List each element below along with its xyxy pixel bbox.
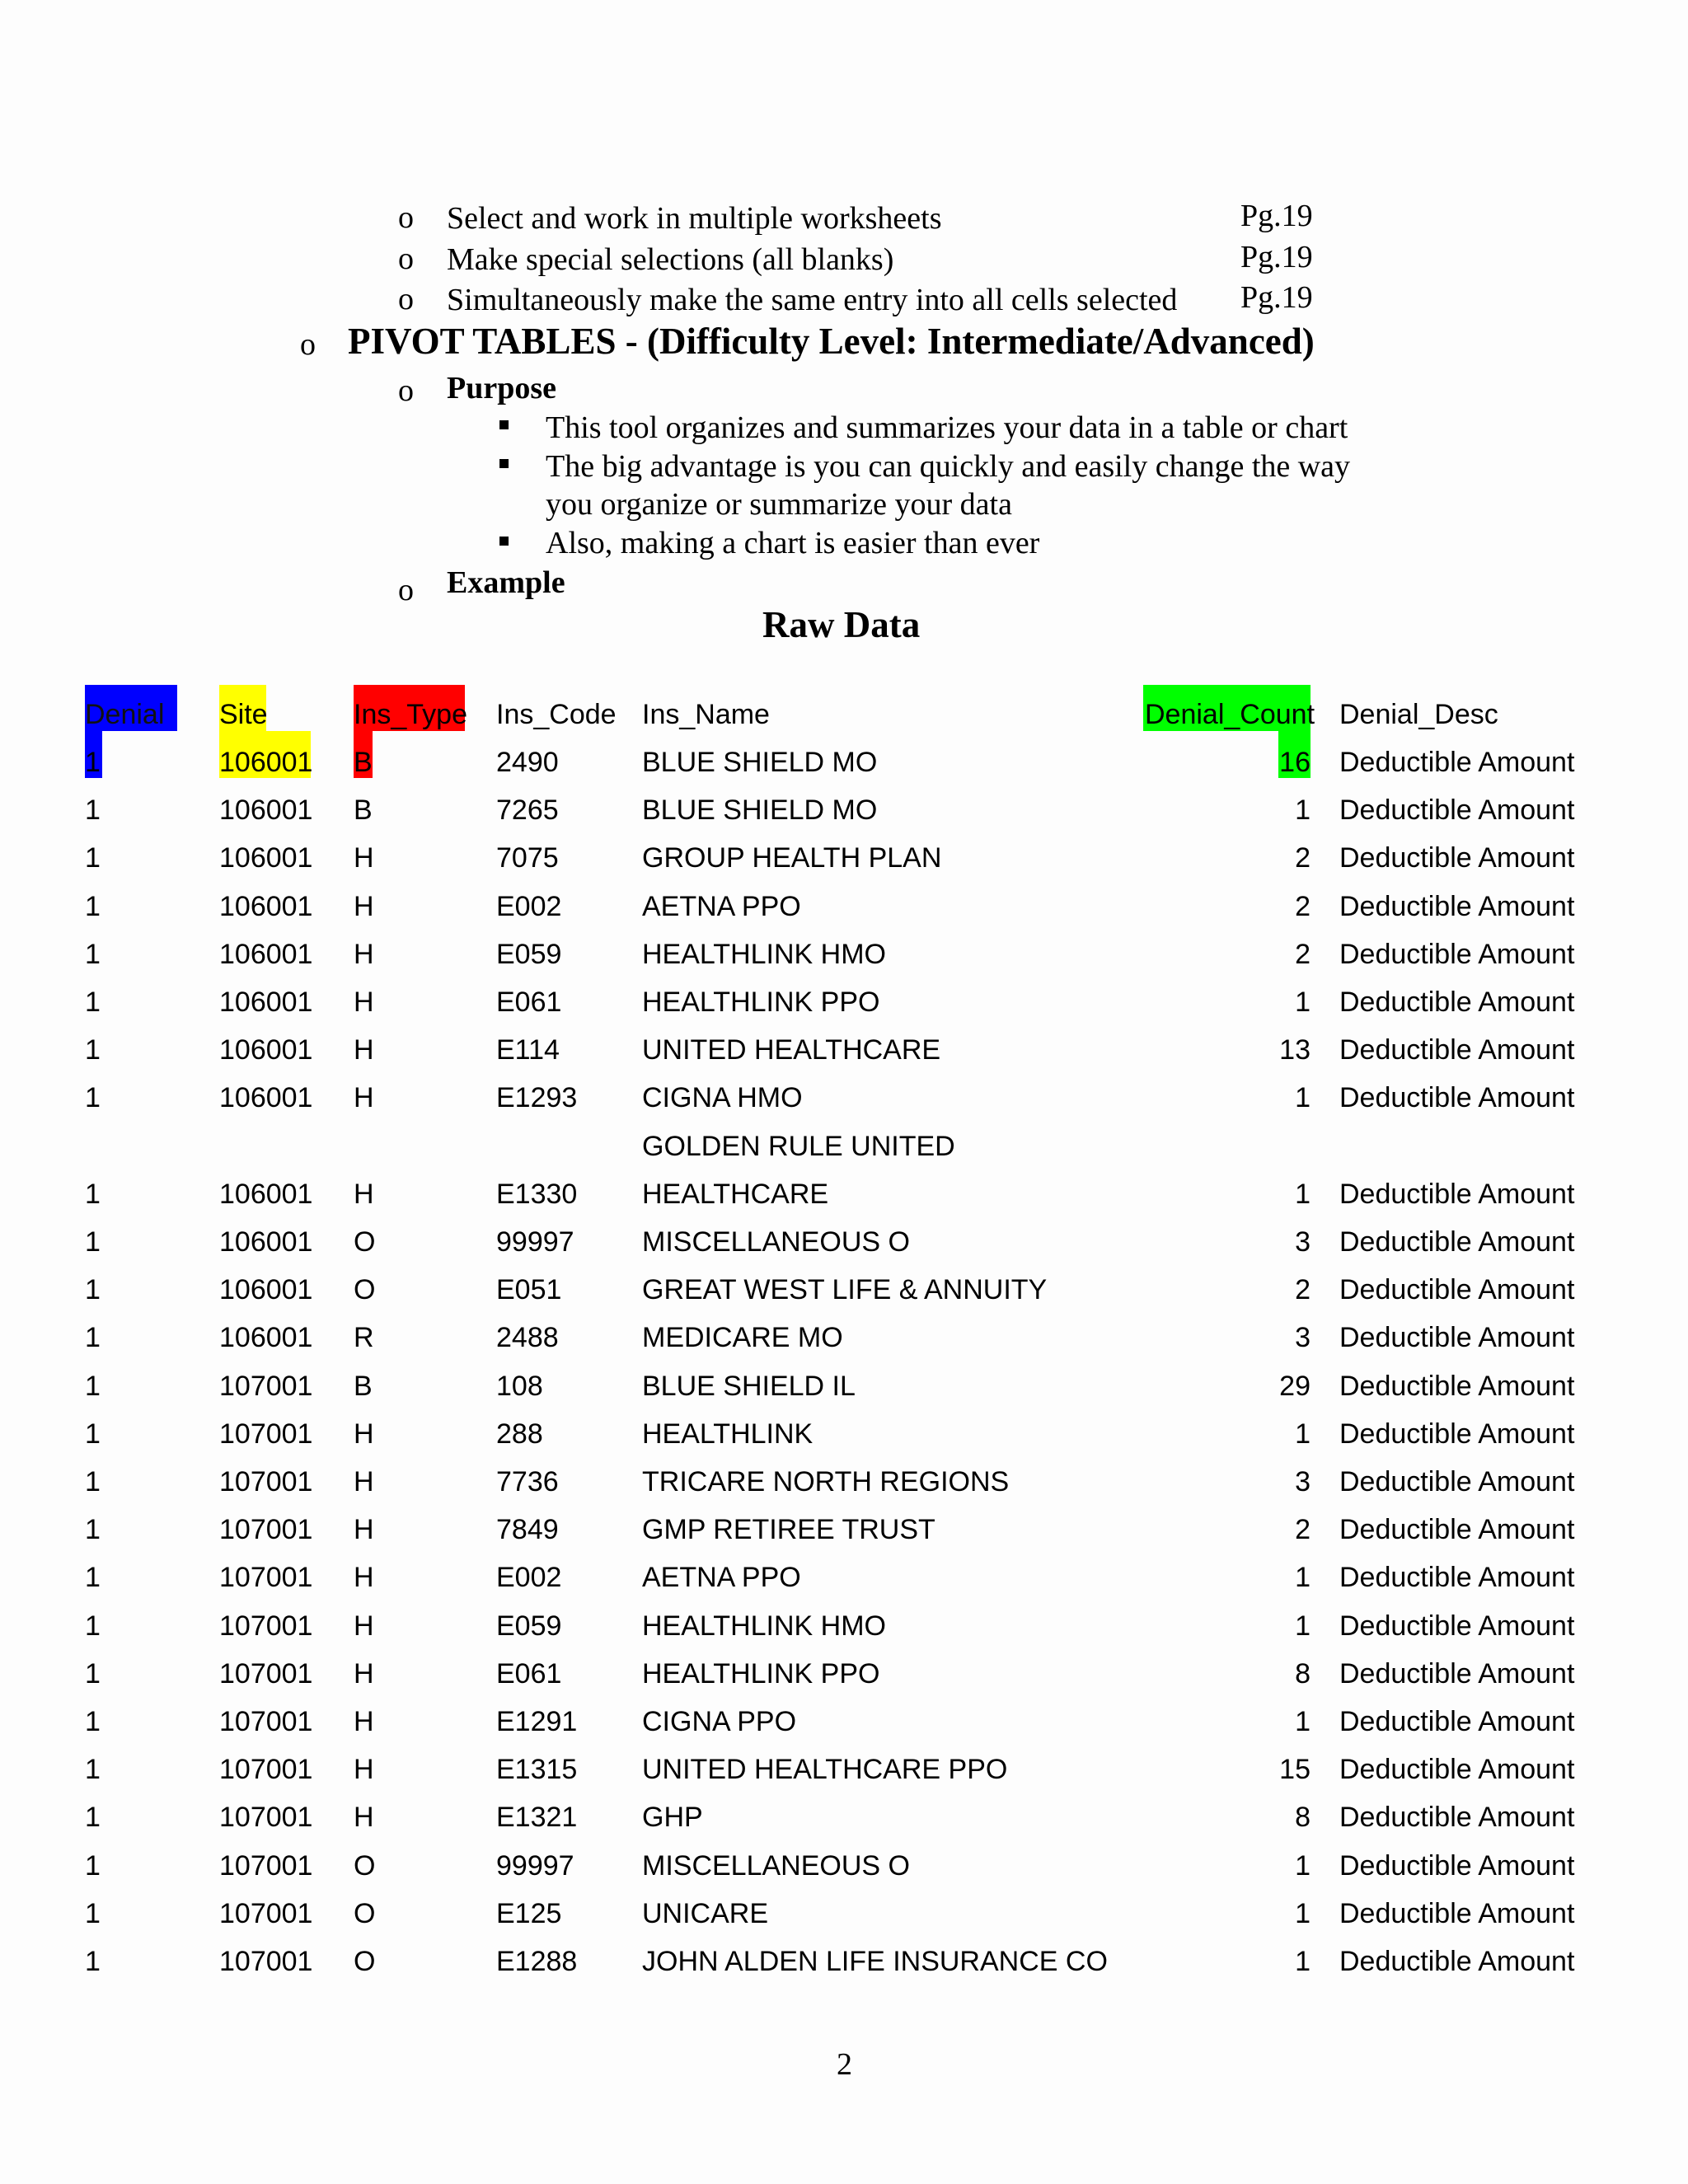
header-ins-type: Ins_Type (354, 699, 467, 730)
purpose-point: This tool organizes and summarizes your data in a table or chart (546, 410, 1348, 445)
cell-site: 106001 (219, 938, 313, 970)
cell-ins-type: H (354, 938, 374, 970)
cell-site: 106001 (219, 1322, 313, 1354)
cell-ins-name: HEALTHLINK PPO (642, 987, 880, 1018)
cell-denial-count: 1 (1295, 1946, 1311, 1977)
cell-ins-name: MEDICARE MO (642, 1322, 843, 1354)
cell-ins-code: E061 (496, 987, 562, 1018)
page-ref: Pg.19 (1240, 240, 1313, 274)
purpose-point-continued: you organize or summarize your data (546, 487, 1012, 522)
cell-ins-code: E1293 (496, 1082, 578, 1114)
cell-denial-desc: Deductible Amount (1339, 1370, 1575, 1402)
cell-denial-count: 29 (1279, 1370, 1311, 1402)
cell-ins-name: AETNA PPO (642, 1562, 801, 1594)
page-ref: Pg.19 (1240, 199, 1313, 233)
raw-data-title: Raw Data (762, 604, 921, 645)
cell-ins-code: E059 (496, 1610, 562, 1642)
cell-ins-name: GROUP HEALTH PLAN (642, 842, 942, 874)
cell-denial: 1 (85, 1754, 101, 1786)
hollow-bullet-icon: o (398, 241, 414, 276)
cell-denial-desc: Deductible Amount (1339, 747, 1575, 778)
hollow-bullet-icon: o (398, 282, 414, 316)
cell-denial: 1 (85, 1802, 101, 1834)
cell-denial: 1 (85, 987, 101, 1018)
cell-denial-desc: Deductible Amount (1339, 1418, 1575, 1450)
cell-denial-desc: Deductible Amount (1339, 1034, 1575, 1066)
cell-site: 107001 (219, 1370, 313, 1402)
cell-ins-name: HEALTHLINK HMO (642, 1610, 886, 1642)
cell-ins-code: E061 (496, 1657, 562, 1690)
page-number: 2 (837, 2047, 852, 2082)
cell-denial-count: 1 (1295, 1706, 1311, 1737)
cell-denial: 1 (85, 1562, 101, 1594)
cell-ins-name: AETNA PPO (642, 890, 801, 922)
cell-denial-count: 3 (1295, 1322, 1311, 1354)
section-heading: PIVOT TABLES - (Difficulty Level: Intermediate/Advanced) (348, 321, 1315, 362)
cell-ins-name: HEALTHLINK PPO (642, 1657, 880, 1690)
cell-denial-desc: Deductible Amount (1339, 1897, 1575, 1929)
cell-ins-code: E125 (496, 1897, 562, 1929)
cell-denial-desc: Deductible Amount (1339, 1657, 1575, 1690)
cell-ins-name: TRICARE NORTH REGIONS (642, 1466, 1010, 1497)
cell-ins-name: MISCELLANEOUS O (642, 1226, 910, 1258)
cell-denial-count: 2 (1295, 938, 1311, 970)
cell-site: 107001 (219, 1849, 313, 1882)
cell-denial: 1 (85, 1274, 101, 1306)
cell-ins-type: H (354, 987, 374, 1018)
cell-ins-name: HEALTHCARE (642, 1178, 829, 1210)
cell-ins-type: H (354, 1034, 374, 1066)
cell-denial-count: 1 (1295, 1849, 1311, 1882)
cell-ins-name: CIGNA PPO (642, 1706, 797, 1737)
header-denial-count: Denial_Count (1145, 699, 1315, 730)
cell-ins-type: H (354, 1562, 374, 1594)
outline-item: Simultaneously make the same entry into all cells selected (447, 283, 1178, 317)
cell-site: 106001 (219, 1226, 313, 1258)
square-bullet-icon (499, 537, 509, 546)
cell-denial-count: 1 (1295, 1610, 1311, 1642)
cell-ins-type: H (354, 1418, 374, 1450)
cell-ins-type: H (354, 890, 374, 922)
cell-ins-name: UNITED HEALTHCARE PPO (642, 1754, 1008, 1786)
cell-denial-desc: Deductible Amount (1339, 794, 1575, 827)
cell-denial-desc: Deductible Amount (1339, 1849, 1575, 1882)
cell-denial-desc: Deductible Amount (1339, 1946, 1575, 1977)
cell-ins-name: GMP RETIREE TRUST (642, 1514, 935, 1546)
cell-denial: 1 (85, 1418, 101, 1450)
cell-denial-count: 8 (1295, 1657, 1311, 1690)
cell-denial: 1 (85, 1226, 101, 1258)
cell-denial-desc: Deductible Amount (1339, 1610, 1575, 1642)
cell-denial: 1 (85, 1466, 101, 1497)
cell-ins-type: H (354, 1657, 374, 1690)
cell-ins-type: O (354, 1946, 376, 1977)
cell-denial-count: 2 (1295, 842, 1311, 874)
cell-ins-type: H (354, 1802, 374, 1834)
cell-site: 106001 (219, 987, 313, 1018)
cell-site: 106001 (219, 794, 313, 827)
cell-denial: 1 (85, 842, 101, 874)
cell-ins-type: H (354, 1082, 374, 1114)
header-denial-desc: Denial_Desc (1339, 699, 1498, 730)
cell-ins-name: CIGNA HMO (642, 1082, 803, 1114)
cell-ins-code: 288 (496, 1418, 543, 1450)
cell-denial-count: 3 (1295, 1226, 1311, 1258)
cell-denial: 1 (85, 1370, 101, 1402)
cell-ins-name: HEALTHLINK HMO (642, 938, 886, 970)
cell-denial-desc: Deductible Amount (1339, 1562, 1575, 1594)
cell-denial-count: 1 (1295, 1897, 1311, 1929)
cell-site: 106001 (219, 747, 313, 778)
cell-ins-type: H (354, 1466, 374, 1497)
cell-ins-name: BLUE SHIELD MO (642, 747, 878, 778)
cell-denial: 1 (85, 938, 101, 970)
square-bullet-icon (499, 420, 509, 429)
cell-site: 106001 (219, 1274, 313, 1306)
cell-ins-name: HEALTHLINK (642, 1418, 814, 1450)
cell-denial-desc: Deductible Amount (1339, 1754, 1575, 1786)
cell-denial-desc: Deductible Amount (1339, 1322, 1575, 1354)
page-ref: Pg.19 (1240, 280, 1313, 315)
cell-ins-type: H (354, 842, 374, 874)
cell-ins-code: E1288 (496, 1946, 578, 1977)
cell-ins-type: O (354, 1274, 376, 1306)
cell-denial-desc: Deductible Amount (1339, 1466, 1575, 1497)
cell-ins-type: H (354, 1610, 374, 1642)
cell-denial-count: 15 (1279, 1754, 1311, 1786)
cell-ins-code: E051 (496, 1274, 562, 1306)
cell-ins-code: 7075 (496, 842, 559, 874)
cell-ins-code: E1321 (496, 1802, 578, 1834)
cell-denial-count: 1 (1295, 1562, 1311, 1594)
cell-ins-code: 7265 (496, 794, 559, 827)
cell-denial-desc: Deductible Amount (1339, 1226, 1575, 1258)
cell-ins-type: H (354, 1514, 374, 1546)
cell-ins-code: E002 (496, 1562, 562, 1594)
cell-site: 107001 (219, 1418, 313, 1450)
cell-ins-name: JOHN ALDEN LIFE INSURANCE CO (642, 1946, 1108, 1977)
cell-denial: 1 (85, 1897, 101, 1929)
cell-denial-desc: Deductible Amount (1339, 842, 1575, 874)
cell-ins-type: B (354, 794, 373, 827)
cell-denial-count: 2 (1295, 1274, 1311, 1306)
hollow-bullet-icon: o (398, 200, 414, 235)
cell-ins-code: E1330 (496, 1178, 578, 1210)
cell-ins-code: 99997 (496, 1226, 574, 1258)
cell-denial-desc: Deductible Amount (1339, 1178, 1575, 1210)
cell-site: 106001 (219, 890, 313, 922)
cell-ins-code: E1315 (496, 1754, 578, 1786)
cell-site: 107001 (219, 1610, 313, 1642)
cell-ins-code: 99997 (496, 1849, 574, 1882)
cell-denial-desc: Deductible Amount (1339, 890, 1575, 922)
cell-denial-desc: Deductible Amount (1339, 1514, 1575, 1546)
cell-ins-code: E002 (496, 890, 562, 922)
cell-site: 107001 (219, 1946, 313, 1977)
cell-ins-type: H (354, 1178, 374, 1210)
purpose-point: Also, making a chart is easier than ever (546, 526, 1040, 560)
cell-site: 107001 (219, 1706, 313, 1737)
header-ins-name: Ins_Name (642, 699, 770, 730)
cell-denial-count: 1 (1295, 1178, 1311, 1210)
cell-ins-code: E1291 (496, 1706, 578, 1737)
cell-site: 107001 (219, 1657, 313, 1690)
cell-site: 106001 (219, 1178, 313, 1210)
cell-ins-name: GREAT WEST LIFE & ANNUITY (642, 1274, 1048, 1306)
cell-denial: 1 (85, 1514, 101, 1546)
cell-site: 107001 (219, 1514, 313, 1546)
cell-ins-name: GOLDEN RULE UNITED (642, 1130, 955, 1162)
cell-denial-desc: Deductible Amount (1339, 1802, 1575, 1834)
cell-denial: 1 (85, 794, 101, 827)
cell-denial-count: 1 (1295, 1082, 1311, 1114)
cell-ins-type: H (354, 1706, 374, 1737)
cell-ins-type: B (354, 1370, 373, 1402)
cell-ins-type: R (354, 1322, 374, 1354)
cell-ins-name: UNICARE (642, 1897, 769, 1929)
cell-denial-count: 3 (1295, 1466, 1311, 1497)
cell-ins-code: 2490 (496, 747, 559, 778)
cell-denial-count: 16 (1279, 747, 1311, 778)
cell-denial: 1 (85, 747, 101, 778)
cell-denial: 1 (85, 1322, 101, 1354)
cell-denial-desc: Deductible Amount (1339, 1082, 1575, 1114)
cell-denial-count: 1 (1295, 1418, 1311, 1450)
cell-ins-name: MISCELLANEOUS O (642, 1849, 910, 1882)
square-bullet-icon (499, 459, 509, 468)
cell-denial: 1 (85, 890, 101, 922)
cell-denial-desc: Deductible Amount (1339, 938, 1575, 970)
hollow-bullet-icon: o (300, 327, 316, 362)
cell-ins-code: 7849 (496, 1514, 559, 1546)
example-label: Example (447, 565, 565, 600)
cell-ins-type: B (354, 747, 373, 778)
cell-denial-count: 2 (1295, 890, 1311, 922)
cell-denial-count: 1 (1295, 987, 1311, 1018)
cell-denial: 1 (85, 1946, 101, 1977)
cell-ins-type: O (354, 1849, 376, 1882)
hollow-bullet-icon: o (398, 573, 414, 607)
cell-site: 107001 (219, 1754, 313, 1786)
cell-ins-code: 2488 (496, 1322, 559, 1354)
cell-ins-code: E059 (496, 938, 562, 970)
cell-denial: 1 (85, 1657, 101, 1690)
cell-denial: 1 (85, 1610, 101, 1642)
cell-site: 106001 (219, 842, 313, 874)
cell-site: 106001 (219, 1034, 313, 1066)
cell-site: 106001 (219, 1082, 313, 1114)
outline-item: Select and work in multiple worksheets (447, 201, 942, 236)
cell-denial: 1 (85, 1034, 101, 1066)
purpose-point: The big advantage is you can quickly and easily change the way (546, 449, 1351, 484)
cell-site: 107001 (219, 1466, 313, 1497)
cell-denial-desc: Deductible Amount (1339, 1274, 1575, 1306)
cell-ins-name: GHP (642, 1802, 703, 1834)
hollow-bullet-icon: o (398, 373, 414, 408)
cell-ins-code: 7736 (496, 1466, 559, 1497)
cell-ins-code: 108 (496, 1370, 543, 1402)
cell-ins-name: BLUE SHIELD IL (642, 1370, 856, 1402)
outline-item: Make special selections (all blanks) (447, 242, 894, 277)
cell-ins-type: O (354, 1226, 376, 1258)
cell-denial: 1 (85, 1706, 101, 1737)
cell-site: 107001 (219, 1897, 313, 1929)
cell-ins-name: BLUE SHIELD MO (642, 794, 878, 827)
header-denial: Denial (85, 699, 165, 730)
header-ins-code: Ins_Code (496, 699, 617, 730)
cell-denial: 1 (85, 1178, 101, 1210)
cell-denial-count: 1 (1295, 794, 1311, 827)
cell-denial-desc: Deductible Amount (1339, 987, 1575, 1018)
purpose-label: Purpose (447, 371, 556, 405)
cell-ins-type: H (354, 1754, 374, 1786)
cell-denial-count: 13 (1279, 1034, 1311, 1066)
cell-denial-count: 2 (1295, 1514, 1311, 1546)
cell-denial-count: 8 (1295, 1802, 1311, 1834)
cell-denial: 1 (85, 1849, 101, 1882)
header-site: Site (219, 699, 268, 730)
cell-denial: 1 (85, 1082, 101, 1114)
cell-ins-type: O (354, 1897, 376, 1929)
cell-ins-code: E114 (496, 1034, 560, 1066)
cell-denial-desc: Deductible Amount (1339, 1706, 1575, 1737)
cell-ins-name: UNITED HEALTHCARE (642, 1034, 941, 1066)
cell-site: 107001 (219, 1562, 313, 1594)
cell-site: 107001 (219, 1802, 313, 1834)
